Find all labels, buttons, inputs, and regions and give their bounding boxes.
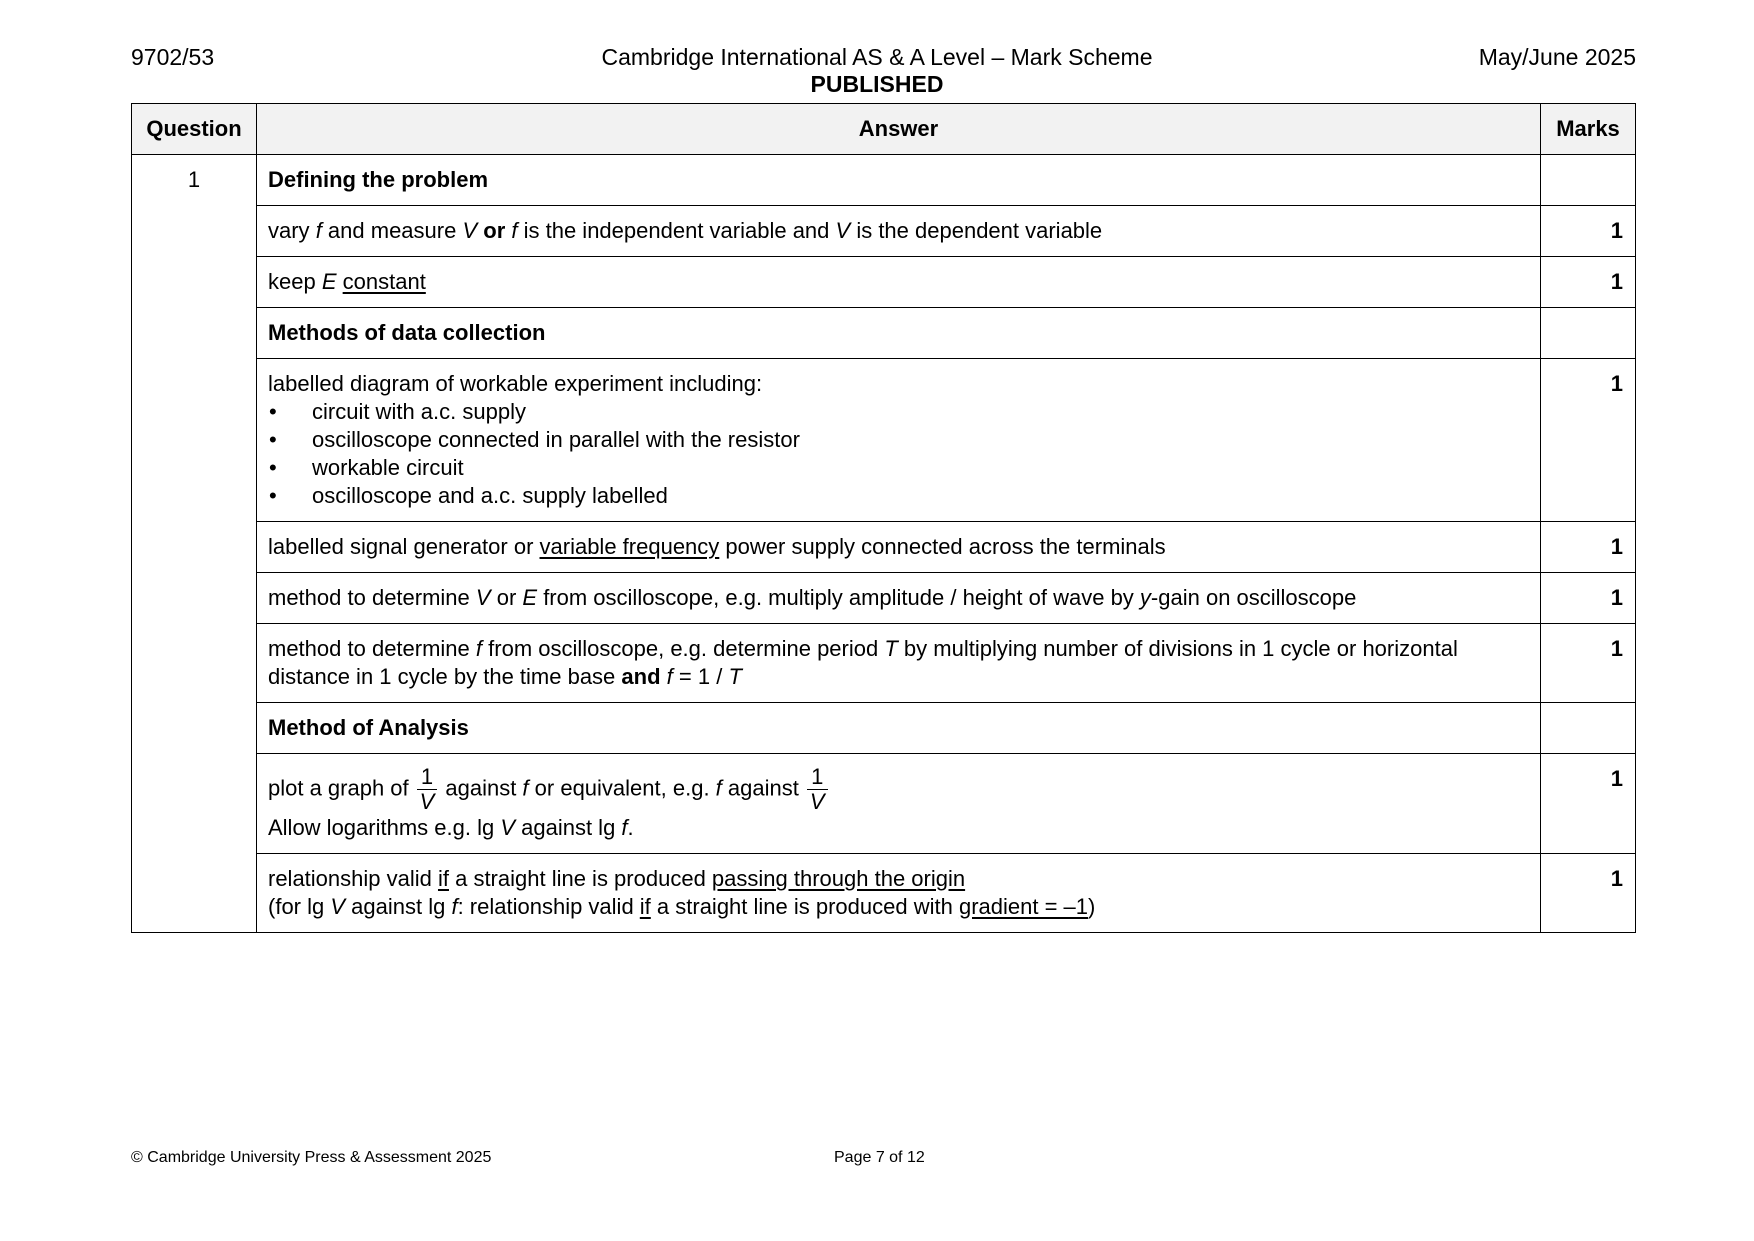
answer-cell: vary f and measure V or f is the independent variable and V is the dependent variable (257, 206, 1541, 257)
mark-scheme-table (131, 103, 1636, 933)
table-row (132, 624, 1636, 703)
answer-cell (257, 854, 1541, 933)
marks-cell-empty (1541, 155, 1636, 206)
answer-cell: method to determine V or E from oscilloscope, e.g. multiply amplitude / height of wave by y-gain on oscilloscope (257, 573, 1541, 624)
table-row (132, 522, 1636, 573)
marks-cell: 1 (1541, 522, 1636, 573)
section-row-data-collection (132, 308, 1636, 359)
exam-session: May/June 2025 (1478, 44, 1636, 70)
section-row-defining-problem (132, 155, 1636, 206)
table-row (132, 854, 1636, 933)
marks-cell: 1 (1541, 359, 1636, 522)
list-item: • oscilloscope and a.c. supply labelled (268, 482, 1529, 510)
list-item: • oscilloscope connected in parallel with the resistor (268, 426, 1529, 454)
logarithm-note: Allow logarithms e.g. lg V against lg f. (268, 815, 634, 840)
question-number: 1 (132, 155, 257, 933)
marks-cell-empty (1541, 703, 1636, 754)
section-heading: Method of Analysis (257, 703, 1541, 754)
marks-cell: 1 (1541, 624, 1636, 703)
column-header-marks: Marks (1541, 104, 1636, 155)
table-header-row (132, 104, 1636, 155)
marks-cell: 1 (1541, 754, 1636, 854)
diagram-intro: labelled diagram of workable experiment including: (268, 371, 763, 396)
table-row (132, 359, 1636, 522)
document-code: 9702/53 (131, 44, 215, 70)
list-item: • circuit with a.c. supply (268, 398, 1529, 426)
title-text: Cambridge International AS & A Level – Mark Scheme (601, 44, 1153, 70)
answer-cell (257, 754, 1541, 854)
bullet-list (268, 398, 1529, 510)
section-heading: Methods of data collection (257, 308, 1541, 359)
table-row (132, 206, 1636, 257)
marks-cell: 1 (1541, 206, 1636, 257)
marks-cell: 1 (1541, 257, 1636, 308)
marks-cell: 1 (1541, 573, 1636, 624)
column-header-answer: Answer (257, 104, 1541, 155)
marks-cell: 1 (1541, 854, 1636, 933)
log-validity-statement: (for lg V against lg f: relationship valid if a straight line is produced with gradient = –1) (268, 894, 1096, 919)
page-number: Page 7 of 12 (834, 1149, 925, 1166)
answer-cell: keep E constant (257, 257, 1541, 308)
fraction-one-over-v: $\frac{1}{V}$ (807, 765, 828, 814)
answer-cell: labelled signal generator or variable frequency power supply connected across the terminals (257, 522, 1541, 573)
answer-cell (257, 359, 1541, 522)
marks-cell-empty (1541, 308, 1636, 359)
fraction-one-over-v: $\frac{1}{V}$ (417, 765, 438, 814)
column-header-question: Question (132, 104, 257, 155)
published-label: PUBLISHED (810, 71, 944, 97)
copyright-notice: © Cambridge University Press & Assessment 2025 (131, 1149, 492, 1166)
graph-instruction: plot a graph of $\frac{1}{V}$ against f or equivalent, e.g. f against $\frac{1}{V}$ (268, 765, 1529, 814)
table-row (132, 257, 1636, 308)
table-row (132, 573, 1636, 624)
answer-cell: method to determine f from oscilloscope, e.g. determine period T by multiplying number of divisions in 1 cycle or horizontal distance in 1 cycle by the time base and f = 1 / T (257, 624, 1541, 703)
section-heading: Defining the problem (257, 155, 1541, 206)
table-row (132, 754, 1636, 854)
list-item: • workable circuit (268, 454, 1529, 482)
validity-statement: relationship valid if a straight line is produced passing through the origin (268, 866, 966, 891)
section-row-analysis (132, 703, 1636, 754)
